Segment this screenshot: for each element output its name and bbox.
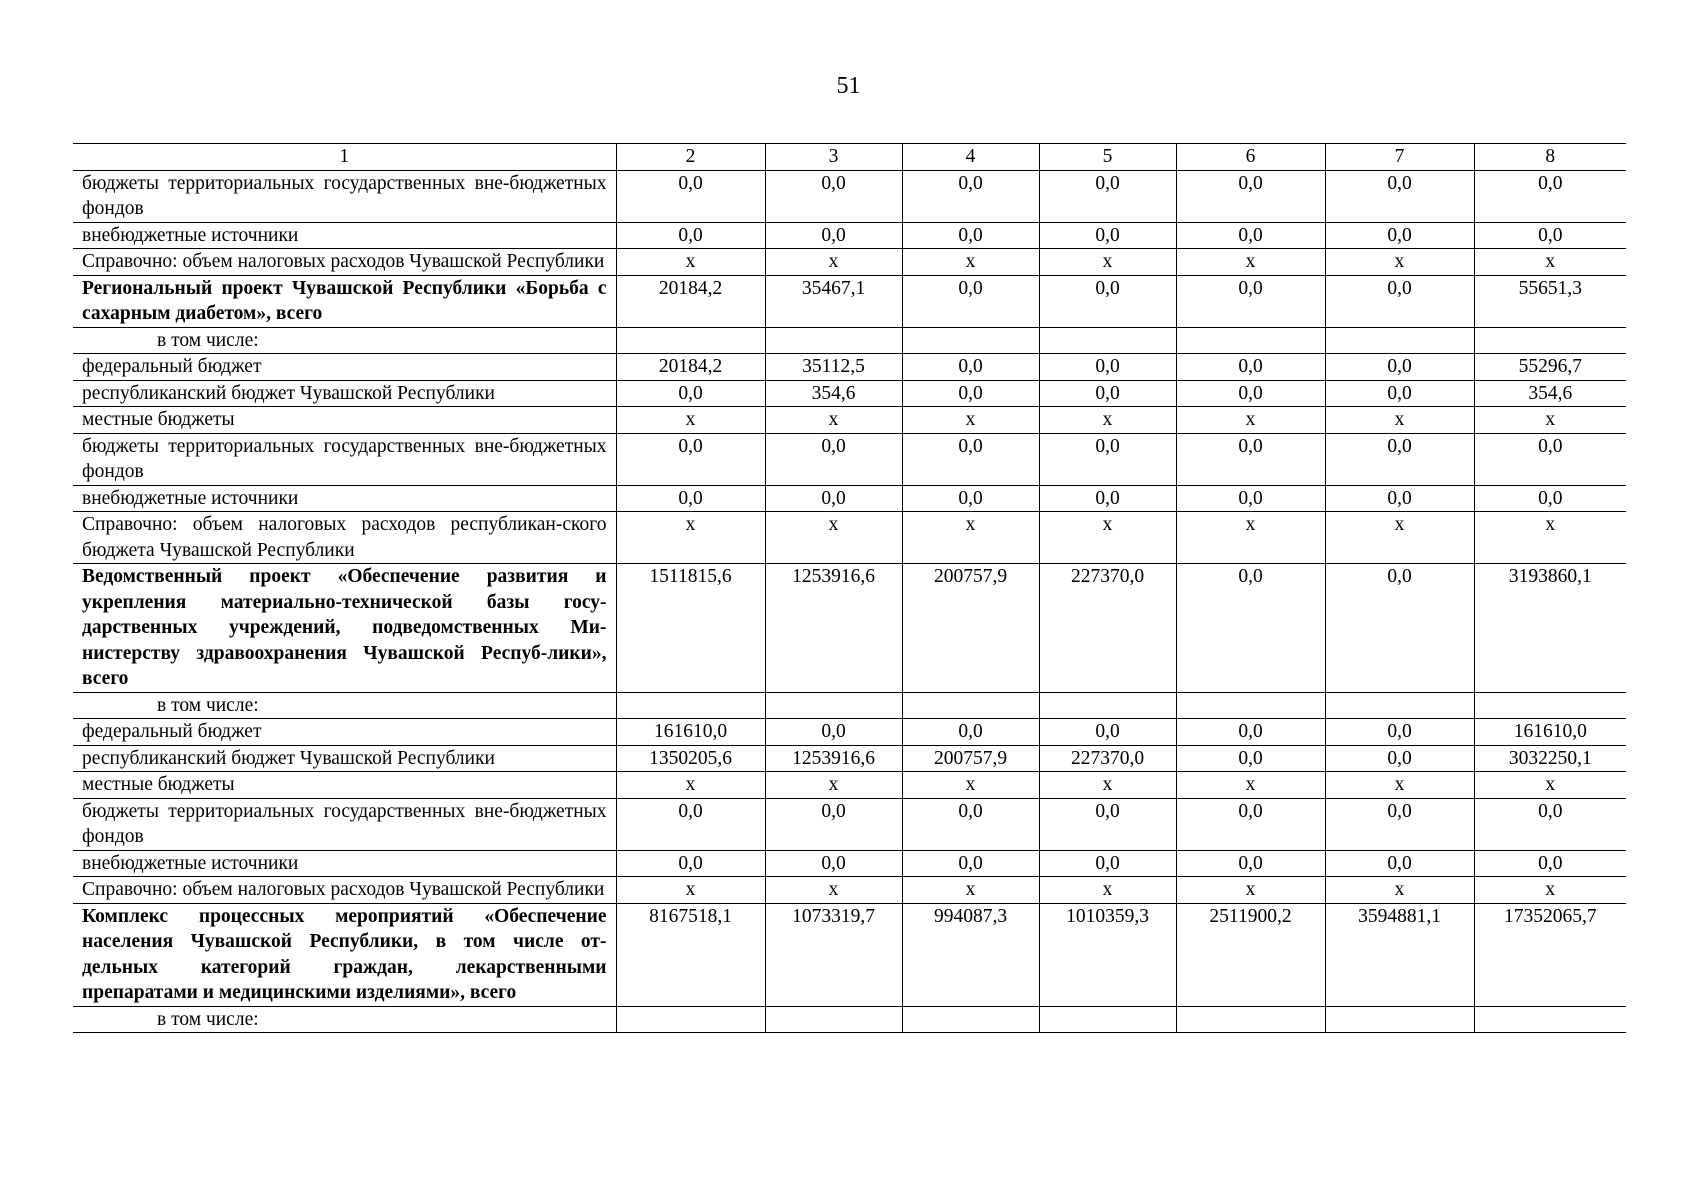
table-body [73, 144, 1626, 1033]
value-cell: 0,0 [1176, 275, 1325, 327]
value-cell: x [1474, 407, 1626, 434]
value-cell: x [765, 772, 902, 799]
value-cell: 0,0 [1039, 850, 1176, 877]
value-cell: 0,0 [1039, 719, 1176, 746]
value-cell: 0,0 [1176, 170, 1325, 222]
value-cell: 0,0 [1176, 433, 1325, 485]
value-cell: 3594881,1 [1325, 903, 1474, 1006]
value-cell: 0,0 [1325, 798, 1474, 850]
table-row [73, 903, 1626, 1006]
value-cell: 0,0 [1176, 798, 1325, 850]
value-cell: x [1176, 249, 1325, 276]
value-cell: x [1176, 877, 1325, 904]
value-cell: x [1176, 772, 1325, 799]
value-cell: x [1474, 249, 1626, 276]
row-label: в том числе: [73, 1006, 616, 1033]
table-row [73, 222, 1626, 249]
value-cell: 1350205,6 [616, 745, 765, 772]
value-cell: 0,0 [616, 798, 765, 850]
table-row [73, 877, 1626, 904]
value-cell: 0,0 [765, 222, 902, 249]
value-cell: 0,0 [902, 433, 1039, 485]
value-cell: 0,0 [765, 719, 902, 746]
value-cell: x [1039, 249, 1176, 276]
value-cell: x [1039, 772, 1176, 799]
value-cell [616, 327, 765, 354]
value-cell: 0,0 [1039, 170, 1176, 222]
value-cell: 55296,7 [1474, 354, 1626, 381]
value-cell: 161610,0 [1474, 719, 1626, 746]
row-label: бюджеты территориальных государственных вне-бюджетных фондов [73, 433, 616, 485]
value-cell: 0,0 [902, 354, 1039, 381]
column-header: 7 [1325, 144, 1474, 171]
table-row [73, 485, 1626, 512]
value-cell: 0,0 [902, 798, 1039, 850]
value-cell: x [1474, 877, 1626, 904]
column-header: 4 [902, 144, 1039, 171]
value-cell: x [1176, 512, 1325, 564]
value-cell: 0,0 [902, 485, 1039, 512]
value-cell: 0,0 [902, 275, 1039, 327]
value-cell: x [765, 249, 902, 276]
value-cell: 0,0 [616, 433, 765, 485]
value-cell: 0,0 [1325, 222, 1474, 249]
value-cell: x [616, 407, 765, 434]
value-cell: 0,0 [1039, 798, 1176, 850]
value-cell: 0,0 [1176, 380, 1325, 407]
value-cell: 0,0 [902, 222, 1039, 249]
value-cell: x [1474, 772, 1626, 799]
table-row [73, 745, 1626, 772]
value-cell: x [765, 512, 902, 564]
value-cell: x [1039, 877, 1176, 904]
value-cell: 0,0 [1325, 850, 1474, 877]
row-label: местные бюджеты [73, 772, 616, 799]
value-cell: x [902, 407, 1039, 434]
value-cell [765, 1006, 902, 1033]
column-header: 8 [1474, 144, 1626, 171]
value-cell: 354,6 [1474, 380, 1626, 407]
row-label: в том числе: [73, 327, 616, 354]
value-cell [1325, 692, 1474, 719]
row-label: Справочно: объем налоговых расходов Чувашской Республики [73, 249, 616, 276]
value-cell: 0,0 [765, 798, 902, 850]
value-cell: x [1325, 772, 1474, 799]
value-cell: 0,0 [1325, 170, 1474, 222]
value-cell: 20184,2 [616, 354, 765, 381]
value-cell: 0,0 [902, 719, 1039, 746]
value-cell [1474, 327, 1626, 354]
value-cell: x [1039, 407, 1176, 434]
value-cell: 35467,1 [765, 275, 902, 327]
column-header: 5 [1039, 144, 1176, 171]
table-row [73, 512, 1626, 564]
value-cell [616, 1006, 765, 1033]
value-cell: 200757,9 [902, 564, 1039, 693]
value-cell: x [902, 249, 1039, 276]
row-label: местные бюджеты [73, 407, 616, 434]
value-cell: 0,0 [1176, 222, 1325, 249]
value-cell: 994087,3 [902, 903, 1039, 1006]
value-cell: 0,0 [1325, 354, 1474, 381]
value-cell: 227370,0 [1039, 564, 1176, 693]
value-cell: 0,0 [1474, 170, 1626, 222]
value-cell: 8167518,1 [616, 903, 765, 1006]
table-row [73, 433, 1626, 485]
value-cell: 0,0 [1176, 745, 1325, 772]
value-cell: x [1474, 512, 1626, 564]
value-cell: 0,0 [1325, 719, 1474, 746]
value-cell: x [1039, 512, 1176, 564]
value-cell: x [1325, 249, 1474, 276]
row-label: бюджеты территориальных государственных вне-бюджетных фондов [73, 170, 616, 222]
value-cell: 1253916,6 [765, 564, 902, 693]
row-label: Ведомственный проект «Обеспечение развития и укрепления материально-технической базы госу-дарственных учреждений, подведомственных Ми-нистерству здравоохранения Чувашской Респуб-лики», всего [73, 564, 616, 693]
value-cell [1325, 1006, 1474, 1033]
value-cell: 0,0 [1474, 433, 1626, 485]
row-label: республиканский бюджет Чувашской Республики [73, 745, 616, 772]
value-cell: 0,0 [1039, 380, 1176, 407]
value-cell: x [616, 877, 765, 904]
value-cell [1474, 1006, 1626, 1033]
value-cell: 2511900,2 [1176, 903, 1325, 1006]
row-label: внебюджетные источники [73, 485, 616, 512]
value-cell: 0,0 [902, 170, 1039, 222]
row-label: федеральный бюджет [73, 719, 616, 746]
value-cell [902, 692, 1039, 719]
table-header-row [73, 144, 1626, 171]
value-cell: x [765, 877, 902, 904]
row-label: в том числе: [73, 692, 616, 719]
column-header: 6 [1176, 144, 1325, 171]
value-cell: x [902, 512, 1039, 564]
value-cell: 0,0 [1325, 433, 1474, 485]
table-row [73, 327, 1626, 354]
value-cell: 0,0 [1039, 275, 1176, 327]
value-cell: x [765, 407, 902, 434]
table-row [73, 380, 1626, 407]
value-cell: 227370,0 [1039, 745, 1176, 772]
value-cell: x [1325, 512, 1474, 564]
value-cell: 0,0 [765, 850, 902, 877]
value-cell: 0,0 [1474, 850, 1626, 877]
table-row [73, 354, 1626, 381]
table-row [73, 170, 1626, 222]
row-label: Региональный проект Чувашской Республики «Борьба с сахарным диабетом», всего [73, 275, 616, 327]
value-cell [616, 692, 765, 719]
budget-table [73, 143, 1626, 1033]
value-cell: 3193860,1 [1474, 564, 1626, 693]
value-cell: 0,0 [1039, 485, 1176, 512]
value-cell: 0,0 [1176, 354, 1325, 381]
column-header: 2 [616, 144, 765, 171]
value-cell: 0,0 [1325, 564, 1474, 693]
table-row [73, 692, 1626, 719]
value-cell: 0,0 [616, 850, 765, 877]
value-cell: x [616, 512, 765, 564]
value-cell: x [902, 877, 1039, 904]
table-row [73, 772, 1626, 799]
value-cell: 0,0 [765, 485, 902, 512]
value-cell: 20184,2 [616, 275, 765, 327]
value-cell: 0,0 [765, 433, 902, 485]
value-cell: 0,0 [1039, 433, 1176, 485]
value-cell: 0,0 [902, 850, 1039, 877]
value-cell [1474, 692, 1626, 719]
value-cell: x [1325, 877, 1474, 904]
value-cell: 55651,3 [1474, 275, 1626, 327]
value-cell [1176, 327, 1325, 354]
value-cell: 1511815,6 [616, 564, 765, 693]
table-row [73, 798, 1626, 850]
value-cell: 0,0 [1176, 564, 1325, 693]
value-cell: x [902, 772, 1039, 799]
table-row [73, 1006, 1626, 1033]
value-cell: x [1176, 407, 1325, 434]
value-cell: 354,6 [765, 380, 902, 407]
value-cell: 0,0 [1474, 222, 1626, 249]
value-cell: 0,0 [616, 485, 765, 512]
value-cell: 0,0 [1325, 745, 1474, 772]
value-cell [765, 692, 902, 719]
table-row [73, 564, 1626, 693]
column-header: 1 [73, 144, 616, 171]
value-cell: 0,0 [616, 380, 765, 407]
row-label: бюджеты территориальных государственных вне-бюджетных фондов [73, 798, 616, 850]
value-cell: 0,0 [1325, 275, 1474, 327]
value-cell [1325, 327, 1474, 354]
row-label: Комплекс процессных мероприятий «Обеспечение населения Чувашской Республики, в том числе от-дельных категорий граждан, лекарственными препаратами и медицинскими изделиями», всего [73, 903, 616, 1006]
value-cell: 0,0 [1039, 222, 1176, 249]
value-cell [902, 327, 1039, 354]
value-cell [1039, 327, 1176, 354]
column-header: 3 [765, 144, 902, 171]
row-label: внебюджетные источники [73, 850, 616, 877]
value-cell: 3032250,1 [1474, 745, 1626, 772]
table-row [73, 719, 1626, 746]
table-row [73, 249, 1626, 276]
value-cell [1176, 1006, 1325, 1033]
value-cell [1039, 1006, 1176, 1033]
value-cell: 0,0 [1474, 485, 1626, 512]
value-cell: 0,0 [1325, 380, 1474, 407]
value-cell: 0,0 [1176, 850, 1325, 877]
value-cell: 0,0 [1039, 354, 1176, 381]
row-label: внебюджетные источники [73, 222, 616, 249]
table-row [73, 275, 1626, 327]
row-label: Справочно: объем налоговых расходов Чувашской Республики [73, 877, 616, 904]
value-cell: 17352065,7 [1474, 903, 1626, 1006]
value-cell: 35112,5 [765, 354, 902, 381]
value-cell: 0,0 [1325, 485, 1474, 512]
table-row [73, 407, 1626, 434]
value-cell: 0,0 [616, 222, 765, 249]
value-cell [765, 327, 902, 354]
value-cell: x [616, 249, 765, 276]
value-cell: 0,0 [1474, 798, 1626, 850]
row-label: республиканский бюджет Чувашской Республики [73, 380, 616, 407]
value-cell: 0,0 [765, 170, 902, 222]
value-cell: 0,0 [616, 170, 765, 222]
row-label: федеральный бюджет [73, 354, 616, 381]
page-number: 51 [836, 73, 861, 99]
row-label: Справочно: объем налоговых расходов республикан-ского бюджета Чувашской Республики [73, 512, 616, 564]
value-cell: x [1325, 407, 1474, 434]
value-cell [1176, 692, 1325, 719]
value-cell [1039, 692, 1176, 719]
value-cell [902, 1006, 1039, 1033]
value-cell: 161610,0 [616, 719, 765, 746]
value-cell: 1010359,3 [1039, 903, 1176, 1006]
value-cell: 0,0 [1176, 485, 1325, 512]
value-cell: 1073319,7 [765, 903, 902, 1006]
value-cell: x [616, 772, 765, 799]
value-cell: 1253916,6 [765, 745, 902, 772]
value-cell: 200757,9 [902, 745, 1039, 772]
value-cell: 0,0 [902, 380, 1039, 407]
table-row [73, 850, 1626, 877]
value-cell: 0,0 [1176, 719, 1325, 746]
